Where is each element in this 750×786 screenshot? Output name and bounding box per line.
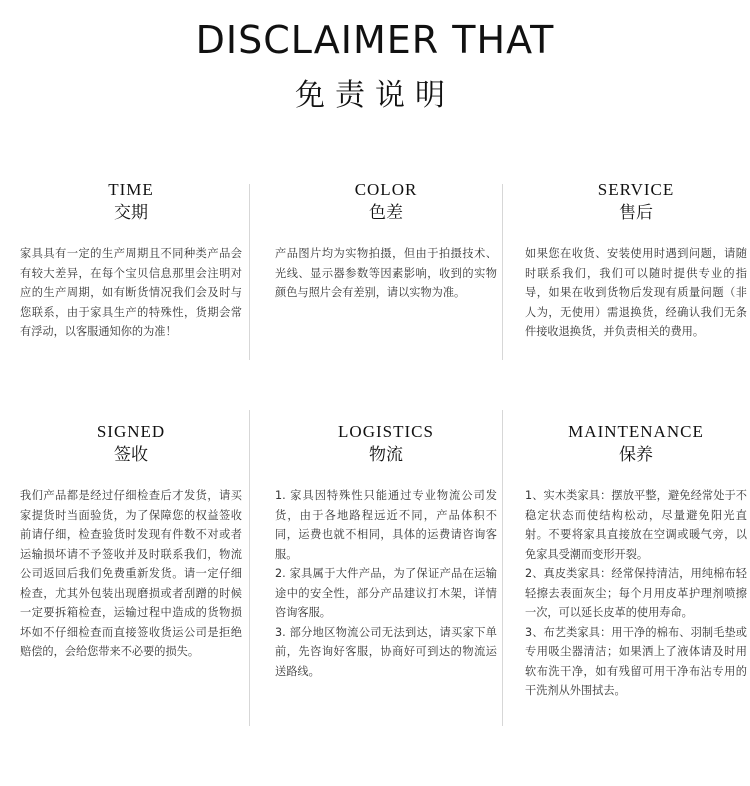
section-title-zh: 色差	[369, 203, 403, 223]
section-paragraph: 2. 家具属于大件产品，为了保证产品在运输途中的安全性，部分产品建议打木架，详情咨询客服。	[275, 567, 497, 619]
divider	[249, 410, 250, 726]
section-title-zh: 交期	[114, 203, 148, 223]
section-title-zh: 保养	[619, 445, 653, 465]
section-maintenance	[525, 422, 747, 701]
section-paragraph: 产品图片均为实物拍摄，但由于拍摄技术、光线、显示器参数等因素影响，收到的实物颜色与照片会有差别，请以实物为准。	[275, 247, 497, 299]
section-paragraph: 3、布艺类家具：用干净的棉布、羽制毛垫或专用吸尘器清洁；如果洒上了液体请及时用软布洗干净，如有残留可用干净布沾专用的干洗剂从外围拭去。	[525, 625, 747, 697]
section-paragraph: 1、实木类家具：摆放平整，避免经常处于不稳定状态而使结构松动，尽量避免阳光直射。不要将家具直接放在空调或暖气旁，以免家具受潮而变形开裂。	[525, 489, 747, 561]
section-paragraph: 2、真皮类家具：经常保持清洁，用纯棉布轻轻擦去表面灰尘；每个月用皮革护理剂喷擦一次，可以延长皮革的使用寿命。	[525, 567, 747, 619]
section-title-zh: 物流	[369, 445, 403, 465]
page-title-zh: 免责说明	[295, 78, 455, 113]
divider	[502, 184, 503, 360]
section-time	[20, 180, 242, 342]
section-title-zh: 签收	[114, 445, 148, 465]
page-title-en: DISCLAIMER THAT	[195, 18, 555, 62]
section-paragraph: 如果您在收货、安装使用时遇到问题，请随时联系我们，我们可以随时提供专业的指导，如果在收到货物后发现有质量问题（非人为，无使用）需退换货，经确认我们无条件接收退换货，并负责相关的费用。	[525, 247, 747, 338]
section-color	[275, 180, 497, 303]
section-title-zh: 售后	[619, 203, 653, 223]
section-title-en: LOGISTICS	[338, 422, 434, 441]
section-paragraph: 1. 家具因特殊性只能通过专业物流公司发货，由于各地路程远近不同，产品体积不同，运费也就不相同，具体的运费请咨询客服。	[275, 489, 497, 561]
divider	[249, 184, 250, 360]
section-title-en: SIGNED	[96, 422, 166, 441]
section-paragraph: 3. 部分地区物流公司无法到达，请买家下单前，先咨询好客服，协商好可到达的物流运送路线。	[275, 625, 497, 678]
section-paragraph: 我们产品都是经过仔细检查后才发货，请买家提货时当面验货，为了保障您的权益签收前请仔细，检查验货时发现有件数不对或者运输损坏请不予签收并及时联系我们，物流公司返回后我们免费重新发货。请一定仔细检查，尤其外包装出现磨损或者刮蹭的时候一定要拆箱检查，运输过程中造成的货物损坏如不仔细检查而直接签收货运公司是拒绝赔偿的，会给您带来不必要的损失。	[20, 489, 242, 658]
section-title-en: COLOR	[354, 180, 418, 199]
section-title-en: TIME	[108, 180, 154, 199]
section-title-en: SERVICE	[597, 180, 675, 199]
section-title-en: MAINTENANCE	[568, 422, 704, 441]
section-logistics	[275, 422, 497, 681]
section-paragraph: 家具具有一定的生产周期且不同种类产品会有较大差异，在每个宝贝信息那里会注明对应的生产周期，如有断货情况我们会及时与您联系，由于家具生产的特殊性，货期会常有浮动，以客服通知你的为准！	[20, 247, 242, 338]
section-signed	[20, 422, 242, 662]
section-service	[525, 180, 747, 342]
divider	[502, 410, 503, 726]
